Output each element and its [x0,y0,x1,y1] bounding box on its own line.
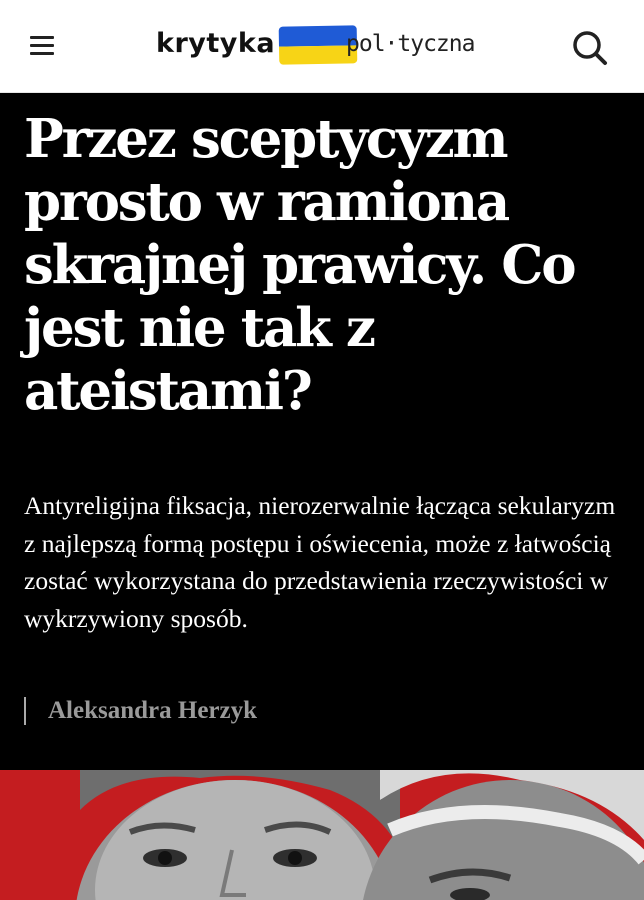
menu-bar [30,52,54,55]
hamburger-menu-icon[interactable] [30,36,56,58]
site-header [0,0,644,93]
article-lead: Antyreligijna fiksacja, nierozerwalnie łącząca sekularyzm z najlepszą formą postępu i oświecenia, może z łatwością zostać wykorzystana do przedstawienia rzeczywistości w wykrzywiony sposób. [24,491,616,633]
menu-bar [30,44,54,47]
site-logo[interactable] [156,22,496,70]
menu-bar [30,36,54,39]
author-name[interactable]: Aleksandra Herzyk [48,697,258,724]
byline-divider [24,697,26,725]
hero-illustration [0,770,644,900]
search-icon[interactable] [570,28,610,68]
hero-image[interactable] [0,770,644,900]
logo-text-polityczna: pol·tyczna [346,31,475,57]
logo-text-krytyka: krytyka [156,28,276,59]
article-headline[interactable]: Przez sceptycyzm prosto w ramiona skrajnej prawicy. Co jest nie tak z ateistami? [24,108,575,422]
